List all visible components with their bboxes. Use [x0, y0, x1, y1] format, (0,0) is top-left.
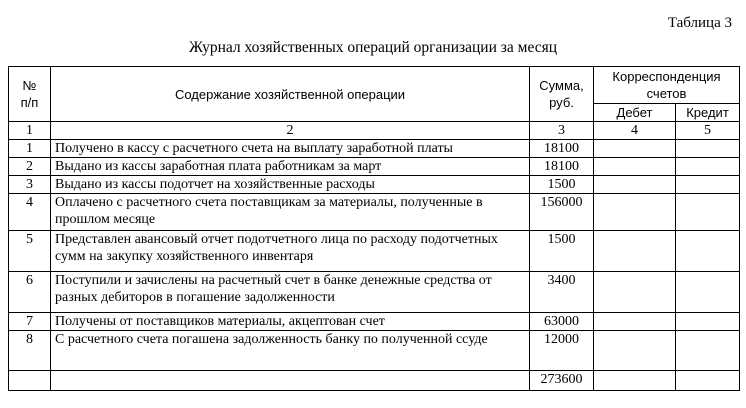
column-number: 5: [676, 122, 740, 140]
column-number: 1: [9, 122, 51, 140]
total-empty-cell: [594, 371, 676, 391]
operation-text: Выдано из кассы заработная плата работникам за март: [51, 158, 530, 176]
header-correspondence-label: Корреспонденция счетов: [612, 69, 721, 101]
debit-cell: [594, 331, 676, 371]
column-number: 3: [530, 122, 594, 140]
debit-cell: [594, 140, 676, 158]
journal-title: Журнал хозяйственных операций организации за месяц: [188, 39, 558, 56]
header-number: [9, 67, 51, 122]
header-debit-label: Дебет: [616, 105, 653, 120]
operation-text: С расчетного счета погашена задолженность банку по полученной ссуде: [51, 331, 530, 371]
column-number-row: [9, 122, 740, 140]
table-row: [9, 140, 740, 158]
row-number: 5: [9, 231, 51, 272]
row-number: 1: [9, 140, 51, 158]
operation-amount: 3400: [530, 272, 594, 313]
credit-cell: [676, 194, 740, 231]
header-content-label: Содержание хозяйственной операции: [174, 86, 406, 102]
table-row: [9, 272, 740, 313]
header-correspondence: [594, 67, 740, 104]
credit-cell: [676, 140, 740, 158]
row-number: 2: [9, 158, 51, 176]
operation-amount: 18100: [530, 140, 594, 158]
credit-cell: [676, 272, 740, 313]
row-number: 7: [9, 313, 51, 331]
credit-cell: [676, 176, 740, 194]
total-empty-cell: [9, 371, 51, 391]
table-row: [9, 231, 740, 272]
operation-amount: 63000: [530, 313, 594, 331]
operation-amount: 12000: [530, 331, 594, 371]
header-sum: [530, 67, 594, 122]
table-caption: Таблица 3: [667, 15, 732, 31]
debit-cell: [594, 194, 676, 231]
header-credit-label: Кредит: [686, 105, 729, 120]
debit-cell: [594, 158, 676, 176]
header-row-1: [9, 67, 740, 104]
operation-amount: 1500: [530, 231, 594, 272]
header-content: [51, 67, 530, 122]
column-number: 4: [594, 122, 676, 140]
operation-amount: 156000: [530, 194, 594, 231]
total-amount: 273600: [530, 371, 594, 391]
total-row: [9, 371, 740, 391]
column-number: 2: [51, 122, 530, 140]
operation-text: Представлен авансовый отчет подотчетного лица по расходу подотчетных сумм на закупку хозяйственного инвентаря: [51, 231, 530, 272]
operation-text: Поступили и зачислены на расчетный счет в банке денежные средства от разных дебиторов в погашение задолженности: [51, 272, 530, 313]
total-empty-cell: [676, 371, 740, 391]
debit-cell: [594, 231, 676, 272]
table-row: [9, 158, 740, 176]
row-number: 4: [9, 194, 51, 231]
total-empty-cell: [51, 371, 530, 391]
credit-cell: [676, 158, 740, 176]
table-row: [9, 331, 740, 371]
operation-text: Выдано из кассы подотчет на хозяйственные расходы: [51, 176, 530, 194]
debit-cell: [594, 176, 676, 194]
header-sum-label: Сумма, руб.: [539, 78, 584, 110]
operation-amount: 1500: [530, 176, 594, 194]
operation-text: Получены от поставщиков материалы, акцептован счет: [51, 313, 530, 331]
header-credit: [676, 104, 740, 122]
operation-text: Получено в кассу с расчетного счета на выплату заработной платы: [51, 140, 530, 158]
credit-cell: [676, 231, 740, 272]
table-row: [9, 176, 740, 194]
credit-cell: [676, 331, 740, 371]
debit-cell: [594, 272, 676, 313]
row-number: 6: [9, 272, 51, 313]
table-row: [9, 313, 740, 331]
table-row: [9, 194, 740, 231]
debit-cell: [594, 313, 676, 331]
header-number-label: № п/п: [20, 78, 39, 110]
operation-text: Оплачено с расчетного счета поставщикам за материалы, полученные в прошлом месяце: [51, 194, 530, 231]
credit-cell: [676, 313, 740, 331]
row-number: 8: [9, 331, 51, 371]
row-number: 3: [9, 176, 51, 194]
operations-journal-table: [8, 66, 740, 391]
header-debit: [594, 104, 676, 122]
operation-amount: 18100: [530, 158, 594, 176]
